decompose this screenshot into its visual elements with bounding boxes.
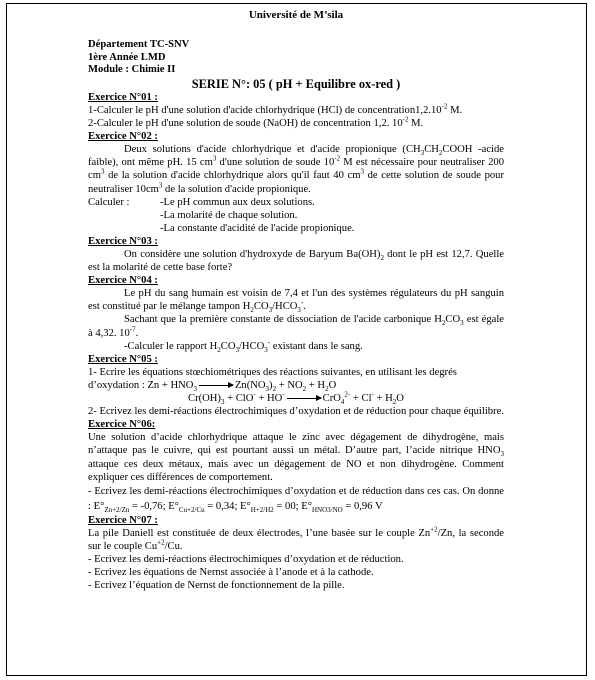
exercise-6-question: - Ecrivez les demi-réactions électrochimiques d’oxydation et de réduction dans ces cas. On donne : $E^\circ_{Zn+2/Zn} = -0,76$; $E^\circ_{Cu+2/Cu} = 0,34$; $E^\circ_{H+2/H2} = 00$; $E^\circ_{HNO3/NO} = 0,96$ V: [88, 485, 504, 514]
list-item: - Ecrivez les équations de Nernst associée à l’anode et à la cathode.: [88, 567, 374, 579]
exercise-2-calculate: [88, 196, 504, 235]
list-item: -Le pH commun aux deux solutions.: [160, 196, 315, 208]
exercise-5-title: Exercice N°05 :: [88, 353, 158, 365]
list-item: - Ecrivez l’équation de Nernst de fonctionnement de la pille.: [88, 580, 345, 592]
reaction-arrow-1: [199, 385, 233, 386]
list-item: -La constante d'acidité de l'acide propionique.: [160, 222, 355, 234]
exercise-5-question-1: 1- Ecrire les équations stœchiométriques des réactions suivantes, en utilisant les degrés d’oxydation : $Zn + HNO_3$ $Zn(NO_3)_2 + NO_2 + H_2O$: [88, 366, 457, 394]
module-line: Module : Chimie II: [88, 64, 176, 76]
exercise-4-paragraph-3: -Calculer le rapport $H_2CO_3/HCO_3^-$ existant dans le sang.: [124, 338, 363, 354]
exercise-6-text: Une solution d’acide chlorhydrique attaque le zinc avec dégagement de dihydrogène, mais n’attaque pas le cuivre, qui est pourtant aussi un métal. D’autre part, l’acide nitrique $HNO_3$ attaque ces deux métaux, mais avec un dégagement de NO et non dihydrogène. Comment expliquer ces différences de comportement.: [88, 432, 504, 483]
exercise-3-title: Exercice N°03 :: [88, 235, 158, 247]
exercise-4-paragraph-1: Le pH du sang humain est voisin de 7,4 et l'un des systèmes régulateurs du pH sanguin est constitué par le mélange tampon $H_2CO_3/HCO_3^-$.: [88, 288, 504, 315]
reaction-arrow-2: [287, 398, 321, 399]
year-line: 1ère Année LMD: [88, 51, 166, 63]
exercise-2-text: Deux solutions d'acide chlorhydrique et d'acide propionique ($CH_3CH_2COOH$ -acide faible), ont même pH. 15 $cm^3$ d'une solution de soude $10^{-2}$ M est nécessaire pour neutraliser 200 $cm^3$ de la solution d'acide chlorhydrique alors qu'il faut 40 $cm^3$ de cette solution de soude pour neutraliser $10cm^3$ de la solution d'acide propionique.: [88, 144, 505, 195]
exercise-1-title: Exercice N°01 :: [88, 91, 158, 103]
document-body: [88, 9, 504, 592]
exercise-6-title: Exercice N°06:: [88, 419, 156, 431]
exercise-5-question-2: 2- Ecrivez les demi-réactions électrochimiques d’oxydation et de réduction pour chaque équilibre.: [88, 406, 504, 418]
university-title: Université de M’sila: [248, 9, 344, 21]
serie-title: SERIE N°: 05 ( pH + Equilibre ox-red ): [191, 76, 401, 91]
exercise-2-title: Exercice N°02 :: [88, 131, 158, 143]
exercise-7-title: Exercice N°07 :: [88, 514, 158, 526]
exercise-4-title: Exercice N°04 :: [88, 275, 158, 287]
exercise-7-text: La pile Daniell est constituée de deux électrodes, l’une basée sur le couple $Zn^{+2}/Zn$, la seconde sur le couple $Cu^{+2}/Cu$.: [88, 525, 505, 552]
calculate-list: [160, 196, 354, 235]
exercise-5-equation-2: $Cr(OH)_3 + ClO^- + HO^-$ $CrO_4^{2-} + Cl^- + H_2O$: [188, 390, 404, 407]
exercise-1-question-2: 2-Calculer le pH d'une solution de soude (NaOH) de concentration 1,2. $10^{-2}$ M.: [88, 115, 424, 130]
exercise-1-question-1: 1-Calculer le pH d'une solution d'acide chlorhydrique (HCl) de $concentration1,2.10^{-2}$ M.: [88, 102, 463, 116]
list-item: - Ecrivez les demi-réactions électrochimiques d’oxydation et de réduction.: [88, 553, 404, 565]
department-line: Département TC-SNV: [88, 39, 190, 51]
list-item: -La molarité de chaque solution.: [160, 209, 298, 221]
exercise-3-text: On considère une solution d'hydroxyde de Baryum $Ba(OH)_2$ dont le pH est 12,7. Quelle est la molarité de cette base forte?: [88, 249, 505, 274]
calculate-label: Calculer :: [88, 196, 130, 208]
exercise-4-paragraph-2: Sachant que la première constante de dissociation de l'acide carbonique $H_2CO_3$ est égale à 4,32. $10^{-7}$.: [88, 314, 504, 339]
